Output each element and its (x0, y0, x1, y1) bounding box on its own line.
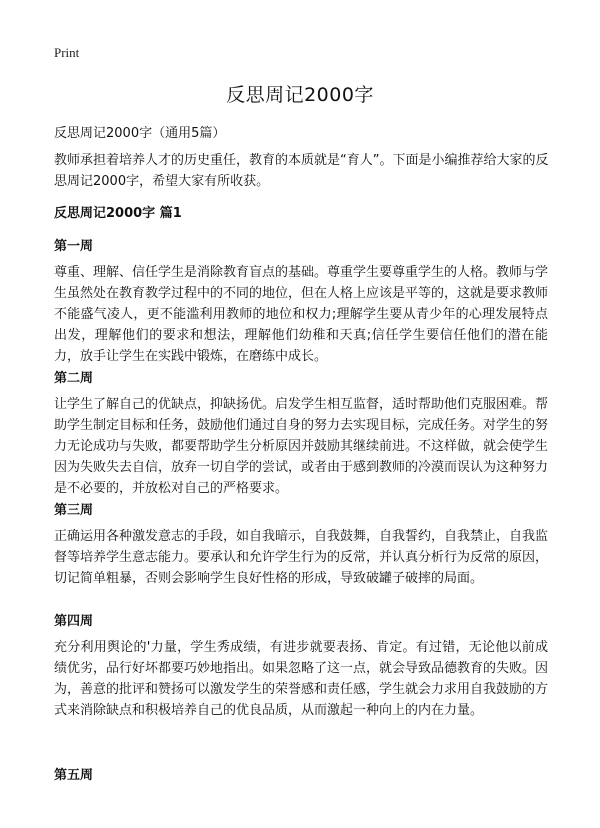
week-5-heading: 第五周 (54, 768, 94, 783)
week-3-heading: 第三周 (54, 503, 94, 518)
week-4-heading: 第四周 (54, 614, 94, 629)
week-1-body: 尊重、理解、信任学生是消除教育盲点的基础。尊重学生要尊重学生的人格。教师与学生虽然处在教育教学过程中的不同的地位，但在人格上应该是平等的，这就是要求教师不能盛气凌人，更不能滥利用教师的地位和权力;理解学生要从青少年的心理发展特点出发，理解他们的要求和想法，理解他们幼稚和天真;信任学生要信任他们的潜在能力，放手让学生在实践中锻炼，在磨练中成长。 (54, 265, 549, 364)
section-heading: 反思周记2000字 篇1 (54, 206, 182, 221)
week-1-heading: 第一周 (54, 239, 94, 254)
print-link[interactable]: Print (54, 45, 80, 60)
intro-paragraph: 教师承担着培养人才的历史重任，教育的本质就是“育人”。下面是小编推荐给大家的反思周记2000字，希望大家有所收获。 (54, 153, 549, 189)
page-title: 反思周记2000字 (226, 84, 374, 106)
week-2-body: 让学生了解自己的优缺点，抑缺扬优。启发学生相互监督，适时帮助他们克服困难。帮助学生制定目标和任务，鼓励他们通过自身的努力去实现目标，完成任务。对学生的努力无论成功与失败，都要帮助学生分析原因并鼓励其继续前进。不这样做，就会使学生因为失败失去自信，放弃一切自学的尝试，或者由于感到教师的冷漠而误认为这种努力是不必要的，并放松对自己的严格要求。 (54, 397, 549, 496)
week-3-body: 正确运用各种激发意志的手段，如自我暗示，自我鼓舞，自我誓约，自我禁止，自我监督等培养学生意志能力。要承认和允许学生行为的反常，并认真分析行为反常的原因，切记简单粗暴，否则会影响学生良好性格的形成，导致破罐子破摔的局面。 (54, 529, 549, 586)
week-2-heading: 第二周 (54, 371, 94, 386)
document-subtitle: 反思周记2000字（通用5篇） (54, 126, 226, 141)
week-4-body: 充分利用舆论的'力量，学生秀成绩，有进步就要表扬、肯定。有过错，无论他以前成绩优劣，品行好坏都要巧妙地指出。如果忽略了这一点，就会导致品德教育的失败。因为，善意的批评和赞扬可以激发学生的荣誉感和责任感，学生就会力求用自我鼓励的方式来消除缺点和积极培养自己的优良品质，从而激起一种向上的内在力量。 (54, 640, 549, 718)
